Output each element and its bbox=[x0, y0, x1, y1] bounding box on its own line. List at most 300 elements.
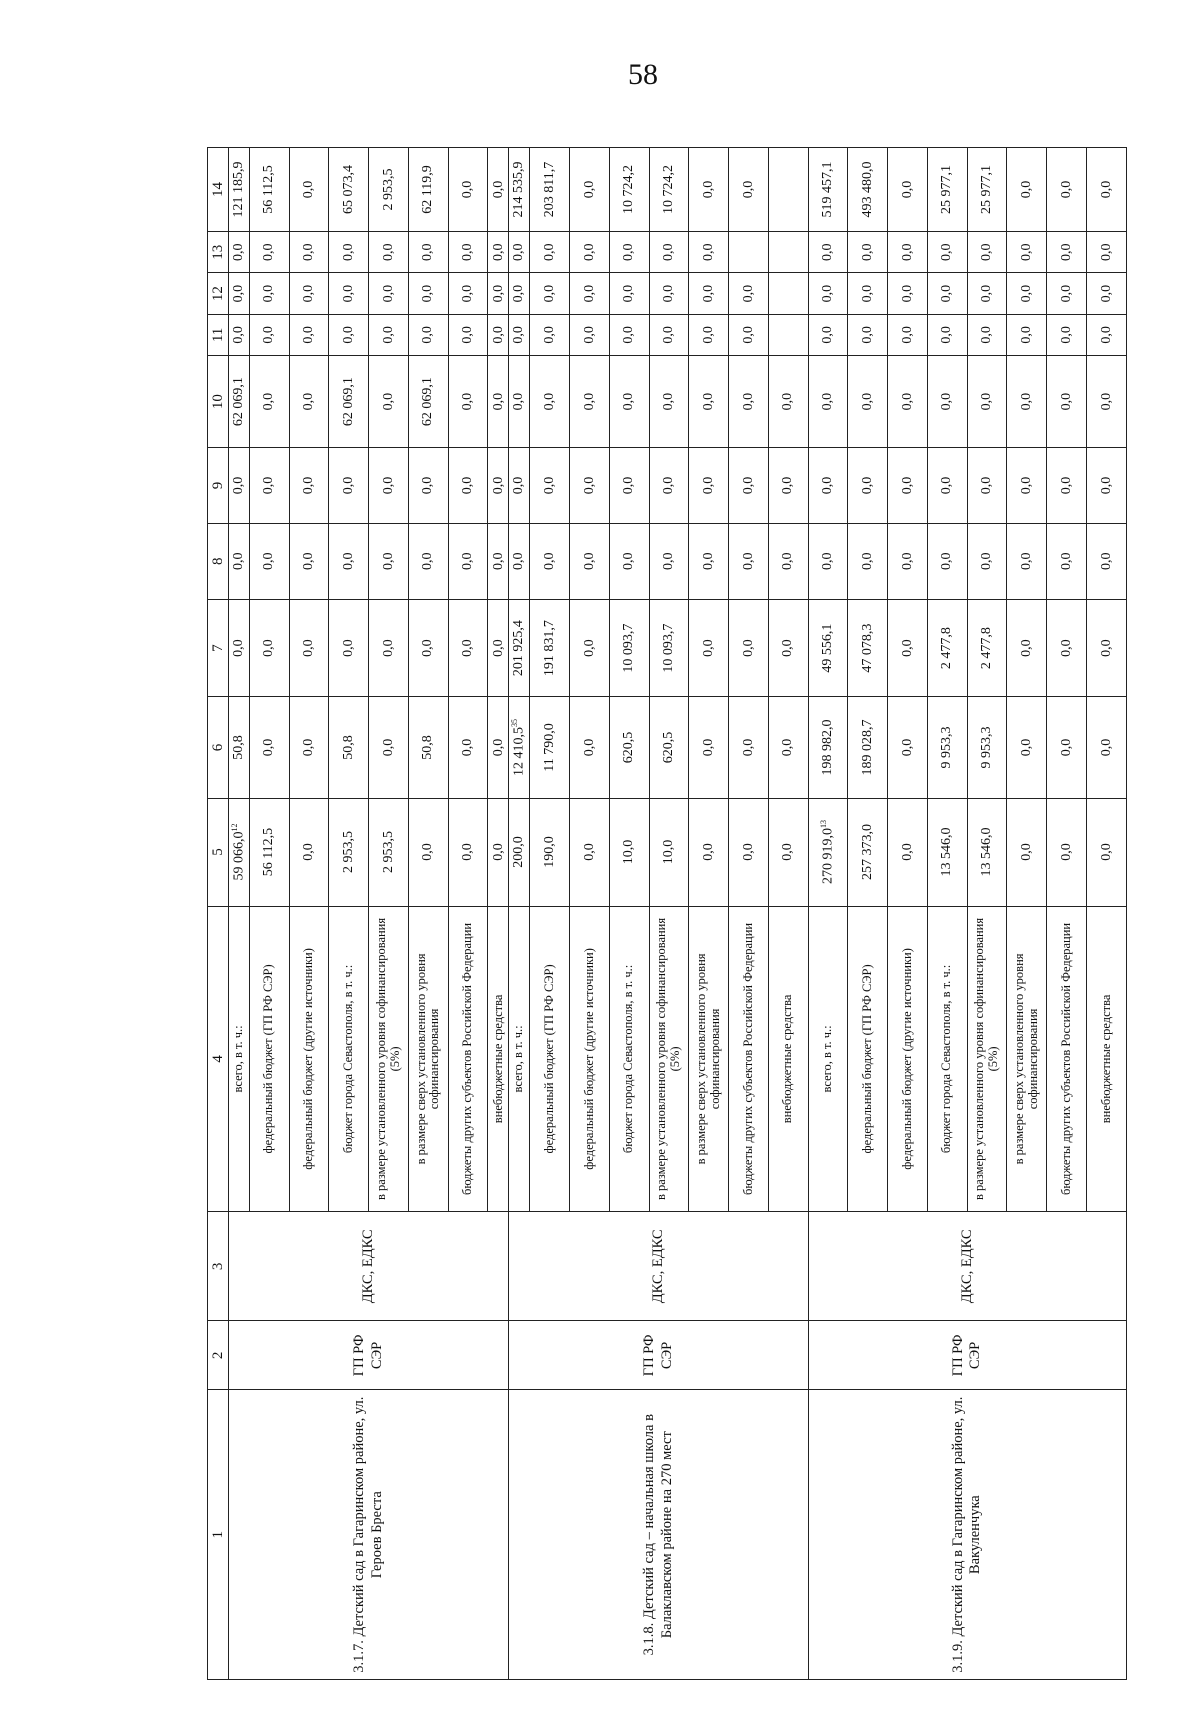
value-cell-c8: 0,0 bbox=[228, 523, 249, 599]
funding-source-cell: федеральный бюджет (другие источники) bbox=[289, 906, 329, 1212]
value-cell-c7: 0,0 bbox=[768, 599, 808, 697]
value-text: 198 982,0 bbox=[820, 719, 836, 776]
value-cell-c9: 0,0 bbox=[530, 448, 570, 524]
program-cell: ГП РФ СЭР bbox=[509, 1321, 808, 1390]
header-cell: 4 bbox=[208, 906, 229, 1212]
value-cell-c5 bbox=[967, 798, 1007, 906]
funding-source-cell: бюджет города Севастополя, в т. ч.: bbox=[329, 906, 369, 1212]
value-cell-c10: 0,0 bbox=[848, 356, 888, 448]
value-cell-c10: 0,0 bbox=[888, 356, 928, 448]
value-text: 0,0 bbox=[420, 843, 436, 861]
funding-source-cell: федеральный бюджет (другие источники) bbox=[888, 906, 928, 1212]
funding-source-cell: всего, в т. ч.: bbox=[509, 906, 530, 1212]
header-cell: 6 bbox=[208, 697, 229, 798]
value-cell-c10: 0,0 bbox=[808, 356, 848, 448]
value-text: 190,0 bbox=[541, 836, 557, 868]
project-name-cell: 3.1.9. Детский сад в Гагаринском районе, ул. Вакуленчука bbox=[808, 1390, 1126, 1680]
value-cell-c11: 0,0 bbox=[649, 314, 689, 355]
value-cell-c10: 62 069,1 bbox=[408, 356, 448, 448]
value-text: 50,8 bbox=[340, 735, 356, 760]
table-row bbox=[808, 148, 848, 1680]
funding-source-cell: всего, в т. ч.: bbox=[228, 906, 249, 1212]
value-cell-c14: 10 724,2 bbox=[649, 148, 689, 232]
value-cell-c8: 0,0 bbox=[808, 523, 848, 599]
value-cell-c7: 0,0 bbox=[729, 599, 769, 697]
value-cell-c9: 0,0 bbox=[888, 448, 928, 524]
value-text: 50,8 bbox=[420, 735, 436, 760]
value-cell-c5 bbox=[228, 798, 249, 906]
value-cell-c13: 0,0 bbox=[1007, 232, 1047, 273]
value-cell-c7: 0,0 bbox=[1087, 599, 1127, 697]
value-cell-c10: 0,0 bbox=[729, 356, 769, 448]
value-cell-c14: 121 185,9 bbox=[228, 148, 249, 232]
value-cell-c13: 0,0 bbox=[369, 232, 409, 273]
value-cell-c13: 0,0 bbox=[448, 232, 488, 273]
value-text: 0,0 bbox=[1058, 738, 1074, 757]
footnote-mark: 13 bbox=[818, 820, 828, 829]
value-cell-c5 bbox=[329, 798, 369, 906]
funding-source-cell: в размере сверх установленного уровня софинансирования bbox=[408, 906, 448, 1212]
value-cell-c10: 0,0 bbox=[488, 356, 509, 448]
value-cell-c9: 0,0 bbox=[609, 448, 649, 524]
value-cell-c7: 10 093,7 bbox=[609, 599, 649, 697]
value-cell-c6 bbox=[369, 697, 409, 798]
value-cell-c8: 0,0 bbox=[1087, 523, 1127, 599]
table-frame bbox=[207, 147, 1127, 1680]
value-cell-c9: 0,0 bbox=[967, 448, 1007, 524]
value-cell-c8: 0,0 bbox=[848, 523, 888, 599]
value-cell-c6 bbox=[967, 697, 1007, 798]
value-cell-c14: 214 535,9 bbox=[509, 148, 530, 232]
header-row bbox=[208, 148, 229, 1680]
value-cell-c11: 0,0 bbox=[927, 314, 967, 355]
value-cell-c13: 0,0 bbox=[649, 232, 689, 273]
value-cell-c10: 0,0 bbox=[649, 356, 689, 448]
table-row bbox=[228, 148, 249, 1680]
value-cell-c8: 0,0 bbox=[570, 523, 610, 599]
value-cell-c12: 0,0 bbox=[888, 273, 928, 314]
project-name-cell: 3.1.7. Детский сад в Гагаринском районе, ул. Героев Бреста bbox=[228, 1390, 508, 1680]
value-cell-c6 bbox=[408, 697, 448, 798]
value-text: 0,0 bbox=[700, 843, 716, 861]
value-text: 0,0 bbox=[490, 843, 506, 861]
value-cell-c9: 0,0 bbox=[1047, 448, 1087, 524]
value-text: 270 919,0 bbox=[820, 828, 836, 885]
value-text: 12 410,5 bbox=[511, 726, 527, 776]
value-cell-c12 bbox=[768, 273, 808, 314]
value-cell-c13: 0,0 bbox=[808, 232, 848, 273]
value-cell-c14: 56 112,5 bbox=[249, 148, 289, 232]
value-cell-c5 bbox=[1087, 798, 1127, 906]
value-cell-c12: 0,0 bbox=[570, 273, 610, 314]
value-cell-c14: 0,0 bbox=[888, 148, 928, 232]
value-cell-c13: 0,0 bbox=[570, 232, 610, 273]
value-cell-c12: 0,0 bbox=[228, 273, 249, 314]
program-cell: ГП РФ СЭР bbox=[228, 1321, 508, 1390]
value-cell-c9: 0,0 bbox=[249, 448, 289, 524]
value-cell-c6 bbox=[1087, 697, 1127, 798]
value-cell-c8: 0,0 bbox=[289, 523, 329, 599]
value-cell-c12: 0,0 bbox=[1087, 273, 1127, 314]
value-cell-c10: 0,0 bbox=[967, 356, 1007, 448]
value-cell-c12: 0,0 bbox=[329, 273, 369, 314]
value-cell-c7: 0,0 bbox=[329, 599, 369, 697]
value-cell-c11 bbox=[768, 314, 808, 355]
value-cell-c7: 191 831,7 bbox=[530, 599, 570, 697]
value-text: 9 953,3 bbox=[939, 726, 955, 769]
value-text: 13 546,0 bbox=[979, 827, 995, 877]
value-cell-c9: 0,0 bbox=[689, 448, 729, 524]
value-cell-c12: 0,0 bbox=[649, 273, 689, 314]
value-cell-c14: 0,0 bbox=[1087, 148, 1127, 232]
value-cell-c6 bbox=[1047, 697, 1087, 798]
header-cell: 9 bbox=[208, 448, 229, 524]
value-cell-c6 bbox=[808, 697, 848, 798]
value-cell-c13: 0,0 bbox=[848, 232, 888, 273]
executor-cell: ДКС, ЕДКС bbox=[509, 1212, 808, 1321]
funding-source-cell: в размере установленного уровня софинансирования (5%) bbox=[649, 906, 689, 1212]
value-cell-c13: 0,0 bbox=[927, 232, 967, 273]
funding-source-cell: внебюджетные средства bbox=[488, 906, 509, 1212]
value-text: 2 953,5 bbox=[340, 831, 356, 874]
value-cell-c8: 0,0 bbox=[448, 523, 488, 599]
value-cell-c14: 493 480,0 bbox=[848, 148, 888, 232]
value-text: 0,0 bbox=[490, 738, 506, 757]
header-cell: 1 bbox=[208, 1390, 229, 1680]
value-cell-c12: 0,0 bbox=[530, 273, 570, 314]
value-cell-c10: 0,0 bbox=[1047, 356, 1087, 448]
value-cell-c13: 0,0 bbox=[689, 232, 729, 273]
value-cell-c14: 0,0 bbox=[488, 148, 509, 232]
value-cell-c5 bbox=[848, 798, 888, 906]
value-cell-c6 bbox=[689, 697, 729, 798]
value-cell-c8: 0,0 bbox=[249, 523, 289, 599]
header-cell: 11 bbox=[208, 314, 229, 355]
value-cell-c13: 0,0 bbox=[509, 232, 530, 273]
funding-source-cell: федеральный бюджет (ГП РФ СЭР) bbox=[848, 906, 888, 1212]
value-cell-c9: 0,0 bbox=[509, 448, 530, 524]
funding-source-cell: федеральный бюджет (ГП РФ СЭР) bbox=[249, 906, 289, 1212]
value-cell-c10: 0,0 bbox=[927, 356, 967, 448]
value-text: 189 028,7 bbox=[859, 719, 875, 776]
value-text: 56 112,5 bbox=[261, 827, 277, 877]
value-text: 0,0 bbox=[1019, 738, 1035, 757]
value-cell-c13: 0,0 bbox=[1087, 232, 1127, 273]
value-cell-c5 bbox=[1047, 798, 1087, 906]
value-cell-c9: 0,0 bbox=[1087, 448, 1127, 524]
value-cell-c5 bbox=[488, 798, 509, 906]
value-cell-c6 bbox=[448, 697, 488, 798]
funding-source-cell: федеральный бюджет (другие источники) bbox=[570, 906, 610, 1212]
value-cell-c9: 0,0 bbox=[228, 448, 249, 524]
value-cell-c11: 0,0 bbox=[228, 314, 249, 355]
value-cell-c11: 0,0 bbox=[1007, 314, 1047, 355]
value-cell-c9: 0,0 bbox=[329, 448, 369, 524]
value-cell-c13: 0,0 bbox=[289, 232, 329, 273]
value-cell-c11: 0,0 bbox=[530, 314, 570, 355]
header-cell: 2 bbox=[208, 1321, 229, 1390]
value-cell-c14: 62 119,9 bbox=[408, 148, 448, 232]
value-cell-c7: 0,0 bbox=[488, 599, 509, 697]
funding-source-cell: в размере сверх установленного уровня софинансирования bbox=[689, 906, 729, 1212]
value-cell-c13: 0,0 bbox=[228, 232, 249, 273]
value-cell-c13: 0,0 bbox=[408, 232, 448, 273]
funding-source-cell: в размере установленного уровня софинансирования (5%) bbox=[967, 906, 1007, 1212]
value-text: 620,5 bbox=[621, 731, 637, 764]
value-text: 0,0 bbox=[301, 843, 317, 861]
value-cell-c10: 0,0 bbox=[1007, 356, 1047, 448]
value-cell-c14: 65 073,4 bbox=[329, 148, 369, 232]
value-cell-c8: 0,0 bbox=[1047, 523, 1087, 599]
footnote-mark: 12 bbox=[229, 823, 239, 832]
value-text: 10,0 bbox=[661, 839, 677, 865]
value-cell-c9: 0,0 bbox=[927, 448, 967, 524]
value-cell-c11: 0,0 bbox=[488, 314, 509, 355]
value-cell-c11: 0,0 bbox=[888, 314, 928, 355]
value-cell-c12: 0,0 bbox=[609, 273, 649, 314]
value-cell-c10: 0,0 bbox=[768, 356, 808, 448]
value-text: 0,0 bbox=[1019, 843, 1035, 861]
value-cell-c12: 0,0 bbox=[249, 273, 289, 314]
header-cell: 10 bbox=[208, 356, 229, 448]
value-cell-c11: 0,0 bbox=[369, 314, 409, 355]
value-cell-c13: 0,0 bbox=[609, 232, 649, 273]
header-cell: 13 bbox=[208, 232, 229, 273]
value-cell-c13: 0,0 bbox=[967, 232, 1007, 273]
value-cell-c8: 0,0 bbox=[408, 523, 448, 599]
value-cell-c14 bbox=[768, 148, 808, 232]
value-text: 0,0 bbox=[740, 738, 756, 757]
value-cell-c7: 0,0 bbox=[448, 599, 488, 697]
value-cell-c7: 0,0 bbox=[689, 599, 729, 697]
value-cell-c7: 201 925,4 bbox=[509, 599, 530, 697]
page-number: 58 bbox=[628, 58, 658, 91]
value-cell-c6 bbox=[289, 697, 329, 798]
value-text: 9 953,3 bbox=[979, 726, 995, 769]
value-cell-c10: 0,0 bbox=[448, 356, 488, 448]
value-cell-c7: 49 556,1 bbox=[808, 599, 848, 697]
value-text: 0,0 bbox=[740, 843, 756, 861]
value-cell-c8: 0,0 bbox=[649, 523, 689, 599]
value-cell-c14: 2 953,5 bbox=[369, 148, 409, 232]
value-cell-c11: 0,0 bbox=[609, 314, 649, 355]
value-cell-c5 bbox=[570, 798, 610, 906]
value-cell-c8: 0,0 bbox=[729, 523, 769, 599]
value-cell-c9: 0,0 bbox=[570, 448, 610, 524]
value-cell-c11: 0,0 bbox=[967, 314, 1007, 355]
value-cell-c13: 0,0 bbox=[888, 232, 928, 273]
value-cell-c6 bbox=[609, 697, 649, 798]
value-cell-c14: 203 811,7 bbox=[530, 148, 570, 232]
value-cell-c8: 0,0 bbox=[888, 523, 928, 599]
value-cell-c10: 0,0 bbox=[369, 356, 409, 448]
value-cell-c5 bbox=[768, 798, 808, 906]
value-cell-c5 bbox=[927, 798, 967, 906]
funding-source-cell: в размере установленного уровня софинансирования (5%) bbox=[369, 906, 409, 1212]
value-cell-c9: 0,0 bbox=[289, 448, 329, 524]
value-cell-c14: 10 724,2 bbox=[609, 148, 649, 232]
value-text: 0,0 bbox=[581, 738, 597, 757]
value-cell-c13: 0,0 bbox=[1047, 232, 1087, 273]
value-cell-c5 bbox=[448, 798, 488, 906]
value-cell-c8: 0,0 bbox=[967, 523, 1007, 599]
value-text: 0,0 bbox=[1098, 738, 1114, 757]
value-cell-c6 bbox=[888, 697, 928, 798]
value-cell-c14: 0,0 bbox=[729, 148, 769, 232]
value-text: 2 953,5 bbox=[380, 831, 396, 874]
value-cell-c11: 0,0 bbox=[570, 314, 610, 355]
value-cell-c10: 0,0 bbox=[1087, 356, 1127, 448]
value-cell-c8: 0,0 bbox=[530, 523, 570, 599]
value-cell-c6 bbox=[329, 697, 369, 798]
value-cell-c12: 0,0 bbox=[408, 273, 448, 314]
value-cell-c6 bbox=[1007, 697, 1047, 798]
value-cell-c14: 0,0 bbox=[689, 148, 729, 232]
value-text: 0,0 bbox=[460, 843, 476, 861]
value-cell-c9: 0,0 bbox=[448, 448, 488, 524]
value-cell-c14: 25 977,1 bbox=[967, 148, 1007, 232]
value-cell-c10: 62 069,1 bbox=[228, 356, 249, 448]
executor-cell: ДКС, ЕДКС bbox=[228, 1212, 508, 1321]
value-cell-c5 bbox=[509, 798, 530, 906]
funding-source-cell: бюджет города Севастополя, в т. ч.: bbox=[609, 906, 649, 1212]
value-cell-c12: 0,0 bbox=[448, 273, 488, 314]
value-cell-c7: 0,0 bbox=[888, 599, 928, 697]
value-text: 10,0 bbox=[621, 839, 637, 865]
value-cell-c8: 0,0 bbox=[1007, 523, 1047, 599]
value-cell-c11: 0,0 bbox=[1087, 314, 1127, 355]
value-cell-c5 bbox=[649, 798, 689, 906]
table-body bbox=[208, 148, 1127, 1680]
header-cell: 7 bbox=[208, 599, 229, 697]
value-cell-c8: 0,0 bbox=[609, 523, 649, 599]
value-cell-c5 bbox=[609, 798, 649, 906]
value-cell-c13: 0,0 bbox=[530, 232, 570, 273]
value-text: 0,0 bbox=[899, 738, 915, 757]
value-cell-c13: 0,0 bbox=[488, 232, 509, 273]
header-cell: 3 bbox=[208, 1212, 229, 1321]
value-cell-c14: 0,0 bbox=[448, 148, 488, 232]
value-text: 0,0 bbox=[1098, 843, 1114, 861]
value-cell-c10: 62 069,1 bbox=[329, 356, 369, 448]
value-cell-c11: 0,0 bbox=[289, 314, 329, 355]
value-cell-c10: 0,0 bbox=[289, 356, 329, 448]
value-cell-c8: 0,0 bbox=[689, 523, 729, 599]
value-cell-c12: 0,0 bbox=[927, 273, 967, 314]
executor-cell: ДКС, ЕДКС bbox=[808, 1212, 1126, 1321]
value-text: 0,0 bbox=[780, 843, 796, 861]
value-cell-c10: 0,0 bbox=[609, 356, 649, 448]
value-cell-c7: 47 078,3 bbox=[848, 599, 888, 697]
value-cell-c9: 0,0 bbox=[649, 448, 689, 524]
value-cell-c6 bbox=[488, 697, 509, 798]
value-cell-c7: 0,0 bbox=[570, 599, 610, 697]
value-cell-c7: 0,0 bbox=[1007, 599, 1047, 697]
value-cell-c5 bbox=[689, 798, 729, 906]
value-cell-c6 bbox=[729, 697, 769, 798]
value-cell-c10: 0,0 bbox=[530, 356, 570, 448]
value-cell-c7: 2 477,8 bbox=[967, 599, 1007, 697]
table-row bbox=[509, 148, 530, 1680]
value-text: 13 546,0 bbox=[939, 827, 955, 877]
value-cell-c12: 0,0 bbox=[689, 273, 729, 314]
value-cell-c5 bbox=[729, 798, 769, 906]
value-cell-c7: 0,0 bbox=[249, 599, 289, 697]
value-cell-c5 bbox=[530, 798, 570, 906]
value-cell-c7: 0,0 bbox=[289, 599, 329, 697]
header-cell: 5 bbox=[208, 798, 229, 906]
value-cell-c12: 0,0 bbox=[1007, 273, 1047, 314]
value-cell-c9: 0,0 bbox=[808, 448, 848, 524]
value-cell-c7: 0,0 bbox=[408, 599, 448, 697]
value-cell-c9: 0,0 bbox=[488, 448, 509, 524]
value-cell-c12: 0,0 bbox=[848, 273, 888, 314]
value-cell-c11: 0,0 bbox=[509, 314, 530, 355]
funding-source-cell: бюджеты других субъектов Российской Федерации bbox=[448, 906, 488, 1212]
value-cell-c14: 0,0 bbox=[1047, 148, 1087, 232]
value-cell-c12: 0,0 bbox=[488, 273, 509, 314]
value-cell-c12: 0,0 bbox=[289, 273, 329, 314]
value-cell-c7: 2 477,8 bbox=[927, 599, 967, 697]
value-text: 0,0 bbox=[1058, 843, 1074, 861]
rotated-table-container bbox=[207, 147, 1127, 1680]
value-cell-c14: 0,0 bbox=[289, 148, 329, 232]
value-cell-c9: 0,0 bbox=[1007, 448, 1047, 524]
value-cell-c11: 0,0 bbox=[808, 314, 848, 355]
value-cell-c12: 0,0 bbox=[967, 273, 1007, 314]
value-text: 0,0 bbox=[581, 843, 597, 861]
funding-source-cell: бюджет города Севастополя, в т. ч.: bbox=[927, 906, 967, 1212]
value-cell-c10: 0,0 bbox=[249, 356, 289, 448]
value-cell-c7: 0,0 bbox=[228, 599, 249, 697]
value-cell-c11: 0,0 bbox=[329, 314, 369, 355]
value-cell-c6 bbox=[649, 697, 689, 798]
value-text: 50,8 bbox=[231, 735, 247, 760]
value-text: 0,0 bbox=[261, 738, 277, 757]
value-cell-c11: 0,0 bbox=[729, 314, 769, 355]
value-cell-c5 bbox=[1007, 798, 1047, 906]
value-text: 257 373,0 bbox=[859, 824, 875, 881]
value-cell-c11: 0,0 bbox=[1047, 314, 1087, 355]
value-cell-c14: 25 977,1 bbox=[927, 148, 967, 232]
value-cell-c8: 0,0 bbox=[369, 523, 409, 599]
program-cell: ГП РФ СЭР bbox=[808, 1321, 1126, 1390]
value-cell-c9: 0,0 bbox=[768, 448, 808, 524]
value-cell-c9: 0,0 bbox=[729, 448, 769, 524]
value-text: 59 066,0 bbox=[231, 831, 247, 881]
funding-source-cell: федеральный бюджет (ГП РФ СЭР) bbox=[530, 906, 570, 1212]
value-cell-c5 bbox=[369, 798, 409, 906]
value-cell-c13: 0,0 bbox=[329, 232, 369, 273]
value-text: 11 790,0 bbox=[541, 723, 557, 772]
value-cell-c5 bbox=[888, 798, 928, 906]
value-cell-c6 bbox=[768, 697, 808, 798]
value-cell-c6 bbox=[848, 697, 888, 798]
header-cell: 14 bbox=[208, 148, 229, 232]
value-text: 0,0 bbox=[780, 738, 796, 757]
budget-table bbox=[207, 147, 1127, 1680]
funding-source-cell: внебюджетные средства bbox=[768, 906, 808, 1212]
value-cell-c12: 0,0 bbox=[509, 273, 530, 314]
funding-source-cell: всего, в т. ч.: bbox=[808, 906, 848, 1212]
value-cell-c12: 0,0 bbox=[369, 273, 409, 314]
value-cell-c11: 0,0 bbox=[689, 314, 729, 355]
value-cell-c8: 0,0 bbox=[927, 523, 967, 599]
value-cell-c11: 0,0 bbox=[249, 314, 289, 355]
value-cell-c13: 0,0 bbox=[249, 232, 289, 273]
value-cell-c5 bbox=[408, 798, 448, 906]
value-cell-c5 bbox=[808, 798, 848, 906]
